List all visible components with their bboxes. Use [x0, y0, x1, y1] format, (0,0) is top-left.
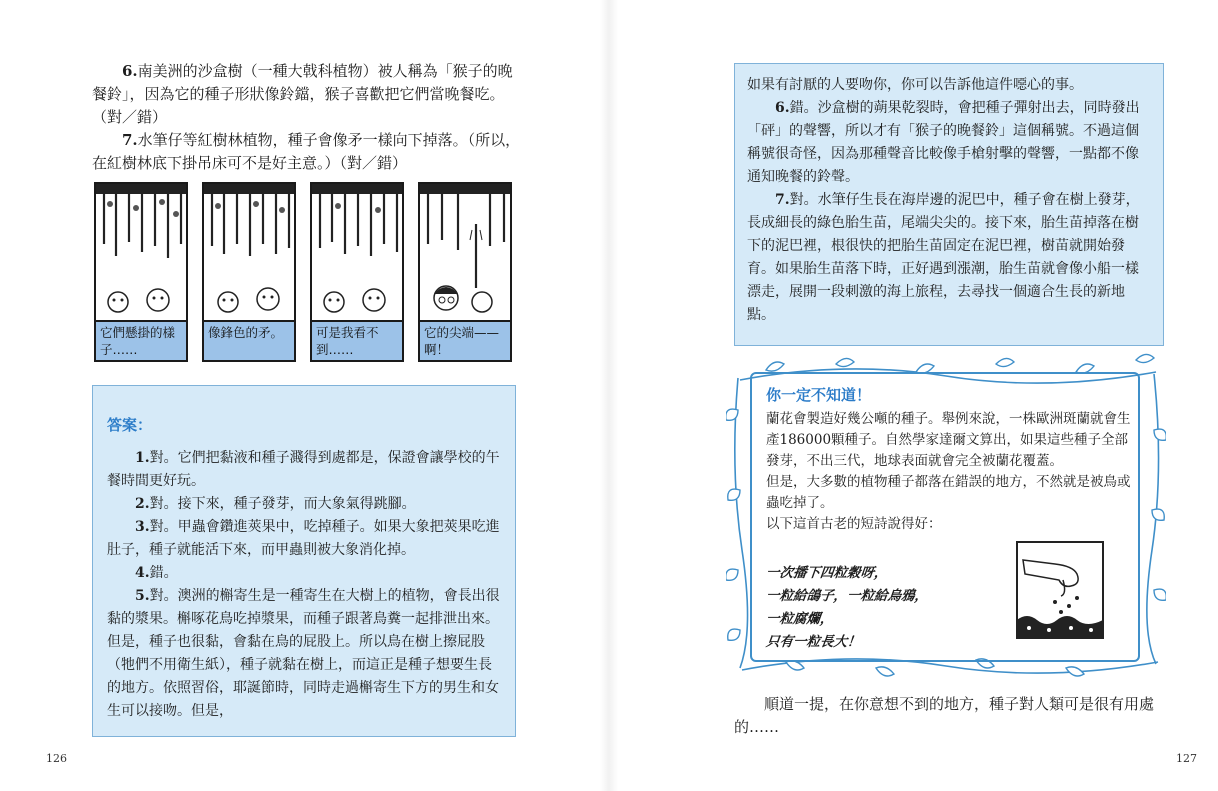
comic-panel	[94, 182, 188, 362]
fact-title: 你一定不知道！	[766, 386, 872, 404]
answer-item	[107, 447, 501, 493]
comic-panel	[418, 182, 512, 362]
comic-panel	[202, 182, 296, 362]
page-number: 126	[46, 752, 67, 765]
answer-text: 對。甲蟲會鑽進莢果中，吃掉種子。如果大象把莢果吃進肚子，種子就能活下來，而甲蟲則被大象消化掉。	[107, 519, 500, 558]
answer-number: 3.	[135, 519, 150, 535]
answer-number: 4.	[135, 565, 150, 581]
mangrove-drawing	[204, 184, 296, 324]
answer-text: 錯。沙盒樹的蒴果乾裂時，會把種子彈射出去，同時發出「砰」的聲響，所以才有「猴子的晚餐鈴」這個稱號。不過這個稱號很奇怪，因為那種聲音比較像手槍射擊的聲響，一點都不像通知晚餐的鈴聲。	[747, 100, 1140, 185]
closing-paragraph	[734, 693, 1164, 739]
answer-text: 對。它們把黏液和種子濺得到處都是，保證會讓學校的午餐時間更好玩。	[107, 450, 500, 489]
mangrove-drawing	[96, 184, 188, 324]
closing-text: 順道一提，在你意想不到的地方，種子對人類可是很有用處的……	[734, 695, 1155, 736]
fact-text: 但是，大多數的植物種子都落在錯誤的地方，不然就是被鳥或蟲吃掉了。	[766, 474, 1131, 511]
comic-strip	[94, 182, 518, 364]
poem-line: 一粒給鴿子，一粒給烏鴉，	[765, 588, 929, 604]
comic-panel	[310, 182, 404, 362]
answer-number: 7.	[775, 192, 790, 208]
answer-item	[107, 516, 501, 562]
fact-content	[766, 384, 1132, 535]
question-number: 7.	[122, 131, 138, 149]
poem-line: 一粒腐爛，	[765, 611, 835, 627]
answer-text: 對。水筆仔生長在海岸邊的泥巴中，種子會在樹上發芽，長成細長的綠色胎生苗，尾端尖尖的。接下來，胎生苗掉落在樹下的泥巴裡，根很快的把胎生苗固定在泥巴裡，樹苗就開始發育。如果胎生苗落下時，正好遇到漲潮，胎生苗就會像小船一樣漂走，展開一段刺激的海上旅程，去尋找一個適合生長的新地點。	[747, 192, 1140, 323]
answer-item	[747, 189, 1151, 327]
fact-text: 以下這首古老的短詩說得好：	[766, 516, 942, 532]
question-7	[92, 129, 522, 175]
fact-box	[726, 350, 1166, 682]
answer-box	[92, 385, 516, 737]
comic-caption: 它的尖端——啊！	[420, 320, 510, 360]
question-block	[92, 60, 522, 175]
answer-text: 如果有討厭的人要吻你，你可以告訴他這件噁心的事。	[747, 77, 1083, 93]
mangrove-drawing	[420, 184, 512, 324]
right-page	[609, 0, 1218, 791]
answer-text: 錯。	[149, 565, 178, 581]
comic-caption: 可是我看不到……	[312, 320, 402, 360]
page-number: 127	[1176, 752, 1197, 765]
answer-number: 5.	[135, 588, 150, 604]
fact-text: 蘭花會製造好幾公噸的種子。舉例來說，一株歐洲斑蘭就會生產186000顆種子。自然學家達爾文算出，如果這些種子全部發芽，不出三代，地球表面就會完全被蘭花覆蓋。	[766, 411, 1131, 469]
answer-item	[747, 97, 1151, 189]
question-6	[92, 60, 522, 129]
mangrove-drawing	[312, 184, 404, 324]
answer-item	[107, 585, 501, 723]
answer-item	[107, 493, 501, 516]
poem-line: 只有一粒長大！	[765, 634, 862, 650]
comic-caption: 像鋒色的矛。	[204, 320, 294, 360]
answer-number: 1.	[135, 450, 150, 466]
sowing-hand-illustration	[1015, 540, 1105, 640]
answer-text: 對。接下來，種子發芽，而大象氣得跳腳。	[149, 496, 416, 512]
poem-line: 一次播下四粒穀呀，	[765, 565, 889, 581]
answer-item	[747, 74, 1151, 97]
answer-number: 6.	[775, 100, 790, 116]
comic-caption: 它們懸掛的樣子……	[96, 320, 186, 360]
answer-item	[107, 562, 501, 585]
answer-title: 答案：	[107, 416, 153, 434]
poem	[766, 562, 956, 654]
question-text: 南美洲的沙盒樹（一種大戟科植物）被人稱為「猴子的晚餐鈴」，因為它的種子形狀像鈴鐺，猴子喜歡把它們當晚餐吃。（對／錯）	[92, 62, 513, 126]
question-number: 6.	[122, 62, 138, 80]
answer-continued-box	[734, 63, 1164, 346]
answer-text: 對。澳洲的槲寄生是一種寄生在大樹上的植物，會長出很黏的漿果。槲啄花鳥吃掉漿果，而種子跟著鳥糞一起排泄出來。但是，種子也很黏，會黏在鳥的屁股上。所以鳥在樹上擦屁股（牠們不用衛生紙），種子就黏在樹上，而這正是種子想要生長的地方。依照習俗，耶誕節時，同時走過槲寄生下方的男生和女生可以接吻。但是，	[107, 588, 500, 719]
answer-number: 2.	[135, 496, 150, 512]
question-text: 水筆仔等紅樹林植物，種子會像矛一樣向下掉落。（所以，在紅樹林底下掛吊床可不是好主意。）（對／錯）	[92, 131, 521, 172]
